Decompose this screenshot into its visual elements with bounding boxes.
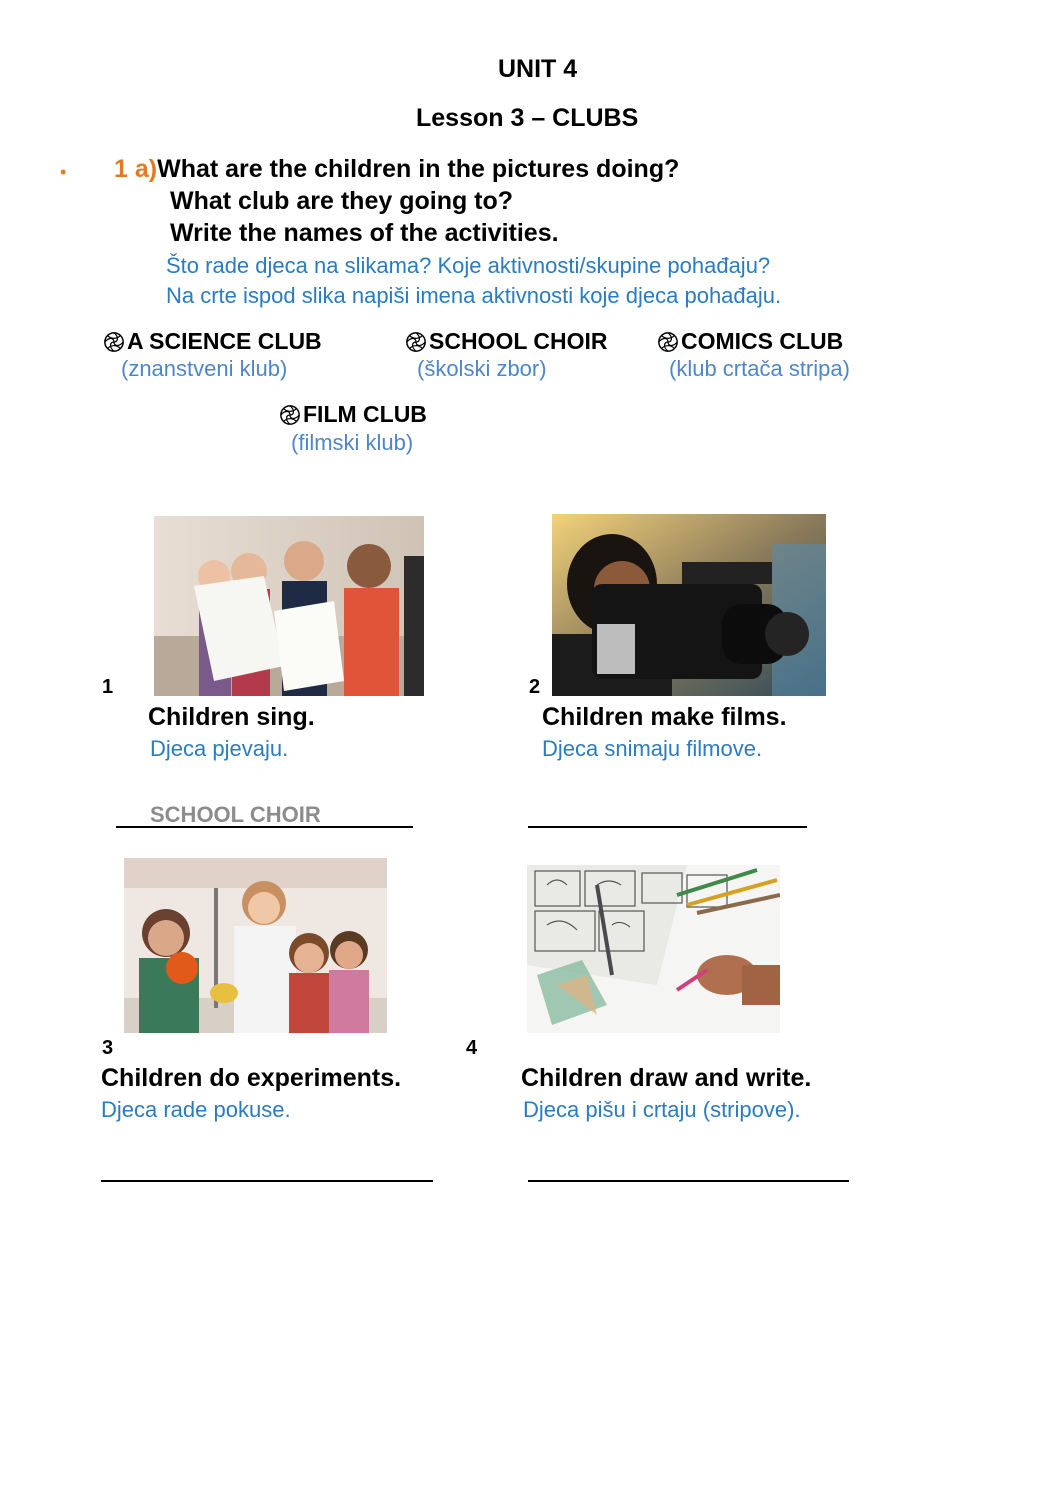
- task-number: 1 a): [114, 155, 158, 183]
- club-option-choir: [405, 328, 607, 355]
- answer-text-1: SCHOOL CHOIR: [150, 802, 321, 827]
- club-translation-comics: (klub crtača stripa): [669, 356, 850, 381]
- task-translation-2: Na crte ispod slika napiši imena aktivnosti koje djeca pohađaju.: [166, 283, 782, 308]
- item-translation-3: Djeca rade pokuse.: [101, 1097, 291, 1122]
- task-question-2: What club are they going to?: [170, 187, 514, 215]
- task-question-3: Write the names of the activities.: [170, 219, 559, 247]
- item-number-4: 4: [466, 1037, 478, 1059]
- item-sentence-3: Children do experiments.: [101, 1064, 402, 1092]
- spiral-icon: [657, 331, 679, 353]
- science-photo: [124, 858, 387, 1033]
- spiral-icon: [279, 404, 301, 426]
- item-number-2: 2: [529, 676, 541, 698]
- task-question-1: What are the children in the pictures doing?: [157, 155, 680, 183]
- spiral-icon: [103, 331, 125, 353]
- task-line-1: [114, 155, 679, 184]
- item-translation-2: Djeca snimaju filmove.: [542, 736, 763, 761]
- club-translation-science: (znanstveni klub): [121, 356, 288, 381]
- comics-photo: [527, 865, 780, 1033]
- item-sentence-4: Children draw and write.: [521, 1064, 812, 1092]
- club-name-comics: COMICS CLUB: [681, 328, 844, 354]
- answer-line-2[interactable]: [528, 826, 807, 828]
- club-option-science: [103, 328, 322, 355]
- answer-line-3[interactable]: [101, 1180, 433, 1182]
- item-number-1: 1: [102, 676, 114, 698]
- club-option-film: [279, 401, 427, 428]
- choir-photo: [154, 516, 424, 696]
- item-sentence-2: Children make films.: [542, 703, 787, 731]
- camera-photo: [552, 514, 826, 696]
- unit-title: UNIT 4: [498, 55, 578, 83]
- task-bullet: •: [60, 162, 67, 182]
- spiral-icon: [405, 331, 427, 353]
- club-translation-film: (filmski klub): [291, 430, 414, 455]
- item-translation-1: Djeca pjevaju.: [150, 736, 289, 761]
- item-sentence-1: Children sing.: [148, 703, 315, 731]
- club-name-film: FILM CLUB: [303, 401, 427, 427]
- club-option-comics: [657, 328, 843, 355]
- item-translation-4: Djeca pišu i crtaju (stripove).: [523, 1097, 801, 1122]
- club-name-science: A SCIENCE CLUB: [127, 328, 322, 354]
- item-number-3: 3: [102, 1037, 114, 1059]
- club-name-choir: SCHOOL CHOIR: [429, 328, 608, 354]
- task-translation-1: Što rade djeca na slikama? Koje aktivnosti/skupine pohađaju?: [166, 253, 771, 278]
- answer-line-4[interactable]: [528, 1180, 849, 1182]
- lesson-title: Lesson 3 – CLUBS: [416, 104, 639, 132]
- club-translation-choir: (školski zbor): [417, 356, 547, 381]
